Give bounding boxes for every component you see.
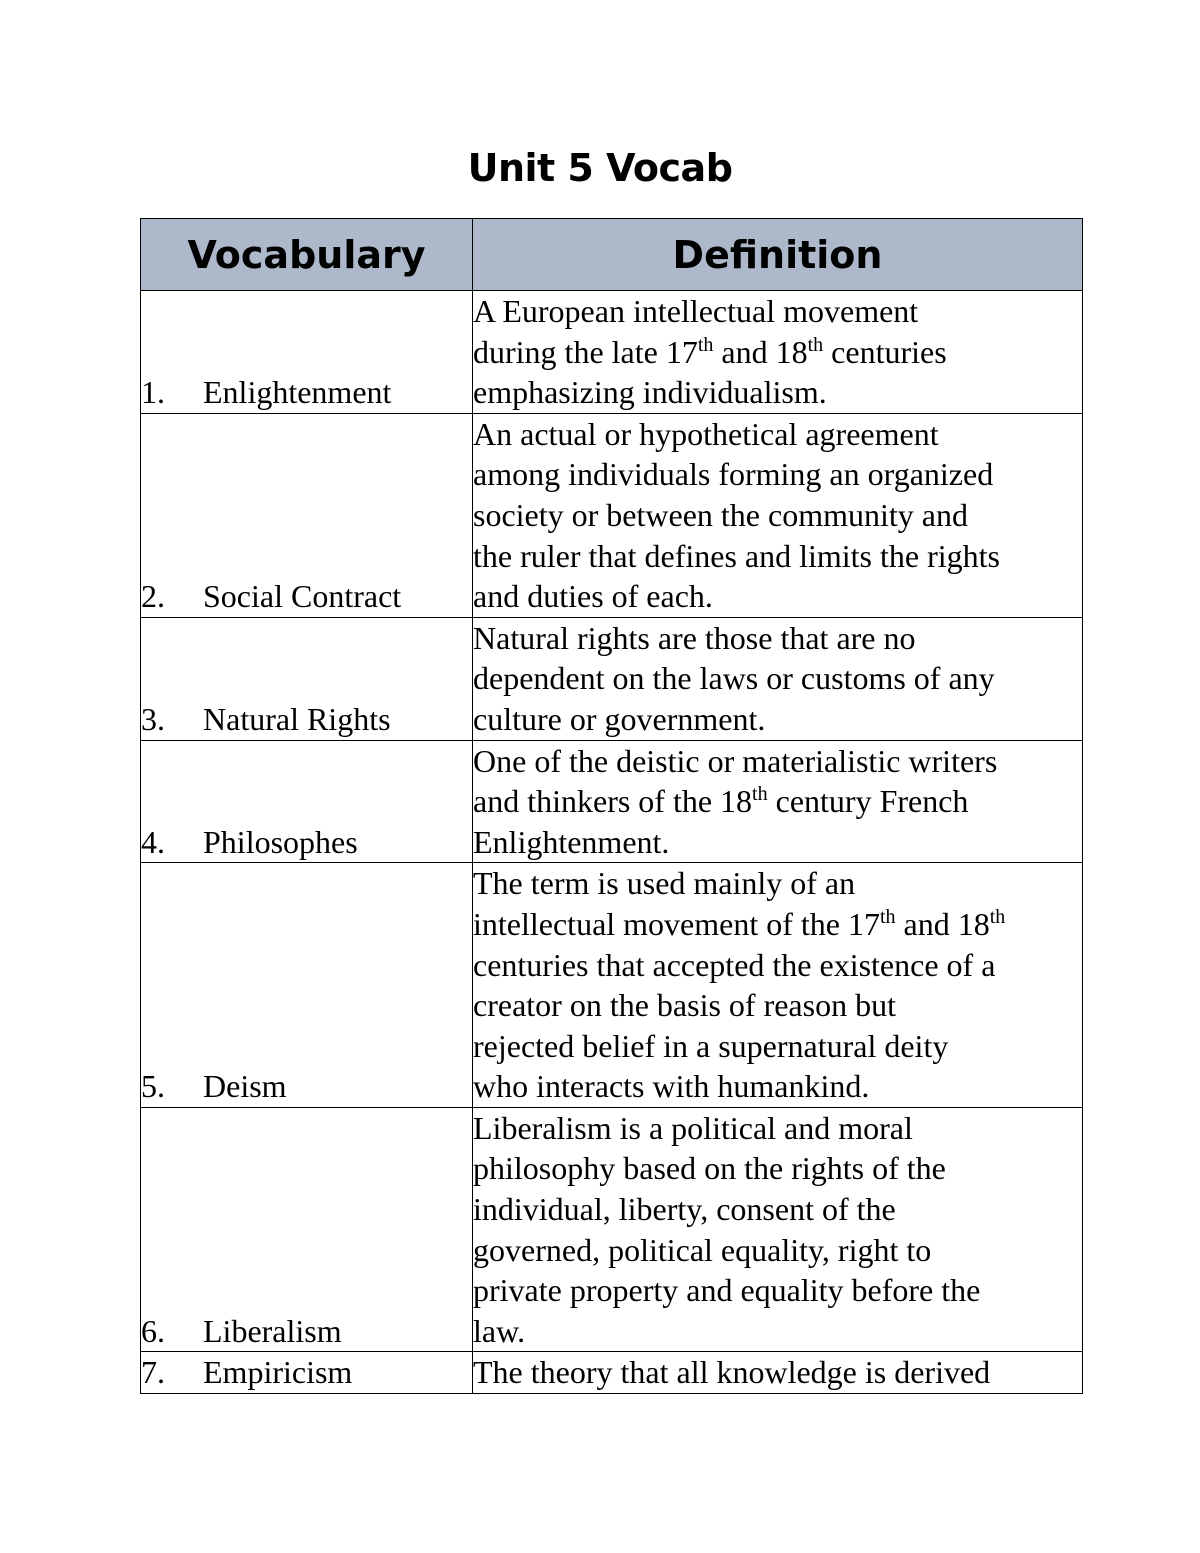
definition-text: Enlightenment. <box>473 823 670 860</box>
term-number: 4. <box>141 823 165 860</box>
definition-text: dependent on the laws or customs of any <box>473 660 995 697</box>
definition-text: century French <box>767 783 969 820</box>
definition-text: society or between the community and <box>473 496 968 533</box>
definition-cell <box>473 1352 1083 1394</box>
definition-text: among individuals forming an organized <box>473 456 994 493</box>
definition-cell <box>473 1107 1083 1352</box>
definition-text: philosophy based on the rights of the <box>473 1150 946 1187</box>
term-number: 2. <box>141 578 165 615</box>
term-cell <box>141 291 473 414</box>
definition-text: One of the deistic or materialistic writers <box>473 742 998 779</box>
definition-text: rejected belief in a supernatural deity <box>473 1027 949 1064</box>
definition-cell <box>473 617 1083 740</box>
term-cell <box>141 863 473 1108</box>
table-row <box>141 740 1083 863</box>
definition-text: and duties of each. <box>473 578 713 615</box>
term-label: Liberalism <box>203 1312 342 1349</box>
definition-text: governed, political equality, right to <box>473 1231 932 1268</box>
term-cell <box>141 740 473 863</box>
term-number: 6. <box>141 1312 165 1349</box>
superscript: th <box>879 905 896 928</box>
term-label: Social Contract <box>203 578 402 615</box>
definition-text: and thinkers of the 18 <box>473 783 753 820</box>
superscript: th <box>752 783 768 806</box>
table-row <box>141 863 1083 1108</box>
term-number: 3. <box>141 700 165 737</box>
definition-text: centuries <box>823 333 947 370</box>
superscript: th <box>697 333 714 356</box>
definition-text: individual, liberty, consent of the <box>473 1191 896 1228</box>
term-label: Empiricism <box>203 1354 353 1391</box>
superscript: th <box>807 333 824 356</box>
definition-text: and 18 <box>895 905 990 942</box>
definition-text: intellectual movement of the 17 <box>473 905 880 942</box>
term-label: Enlightenment <box>203 374 392 411</box>
definition-text: private property and equality before the <box>473 1272 981 1309</box>
term-label: Natural Rights <box>203 700 391 737</box>
definition-text: and 18 <box>713 333 808 370</box>
definition-text: The term is used mainly of an <box>473 865 856 902</box>
term-cell <box>141 617 473 740</box>
page-title: Unit 5 Vocab <box>467 146 733 190</box>
definition-text: A European intellectual movement <box>473 293 919 329</box>
header-vocabulary: Vocabulary <box>141 219 473 291</box>
definition-text: emphasizing individualism. <box>473 374 827 411</box>
definition-text: An actual or hypothetical agreement <box>473 415 939 452</box>
table-row <box>141 617 1083 740</box>
term-cell <box>141 413 473 617</box>
definition-text: law. <box>473 1312 526 1349</box>
definition-text: Natural rights are those that are no <box>473 619 916 656</box>
definition-text: The theory that all knowledge is derived <box>473 1354 991 1391</box>
definition-text: culture or government. <box>473 700 766 737</box>
definition-text: who interacts with humankind. <box>473 1068 870 1105</box>
definition-text: during the late 17 <box>473 333 698 370</box>
table-row <box>141 1352 1083 1394</box>
definition-text: Liberalism is a political and moral <box>473 1109 913 1146</box>
definition-cell <box>473 740 1083 863</box>
table-row <box>141 291 1083 414</box>
header-definition: Definition <box>473 219 1083 291</box>
term-number: 5. <box>141 1068 165 1105</box>
term-label: Philosophes <box>203 823 358 860</box>
table-row <box>141 1107 1083 1352</box>
definition-text: creator on the basis of reason but <box>473 987 896 1024</box>
term-number: 1. <box>141 374 165 411</box>
term-label: Deism <box>203 1068 287 1105</box>
definition-text: the ruler that defines and limits the rights <box>473 537 1000 574</box>
term-cell <box>141 1352 473 1394</box>
definition-cell <box>473 863 1083 1108</box>
superscript: th <box>989 905 1006 928</box>
vocab-table <box>140 218 1083 1394</box>
table-row <box>141 413 1083 617</box>
definition-cell <box>473 413 1083 617</box>
term-cell <box>141 1107 473 1352</box>
term-number: 7. <box>141 1354 165 1391</box>
definition-cell <box>473 291 1083 414</box>
table-header-row <box>141 219 1083 291</box>
definition-text: centuries that accepted the existence of a <box>473 946 996 983</box>
